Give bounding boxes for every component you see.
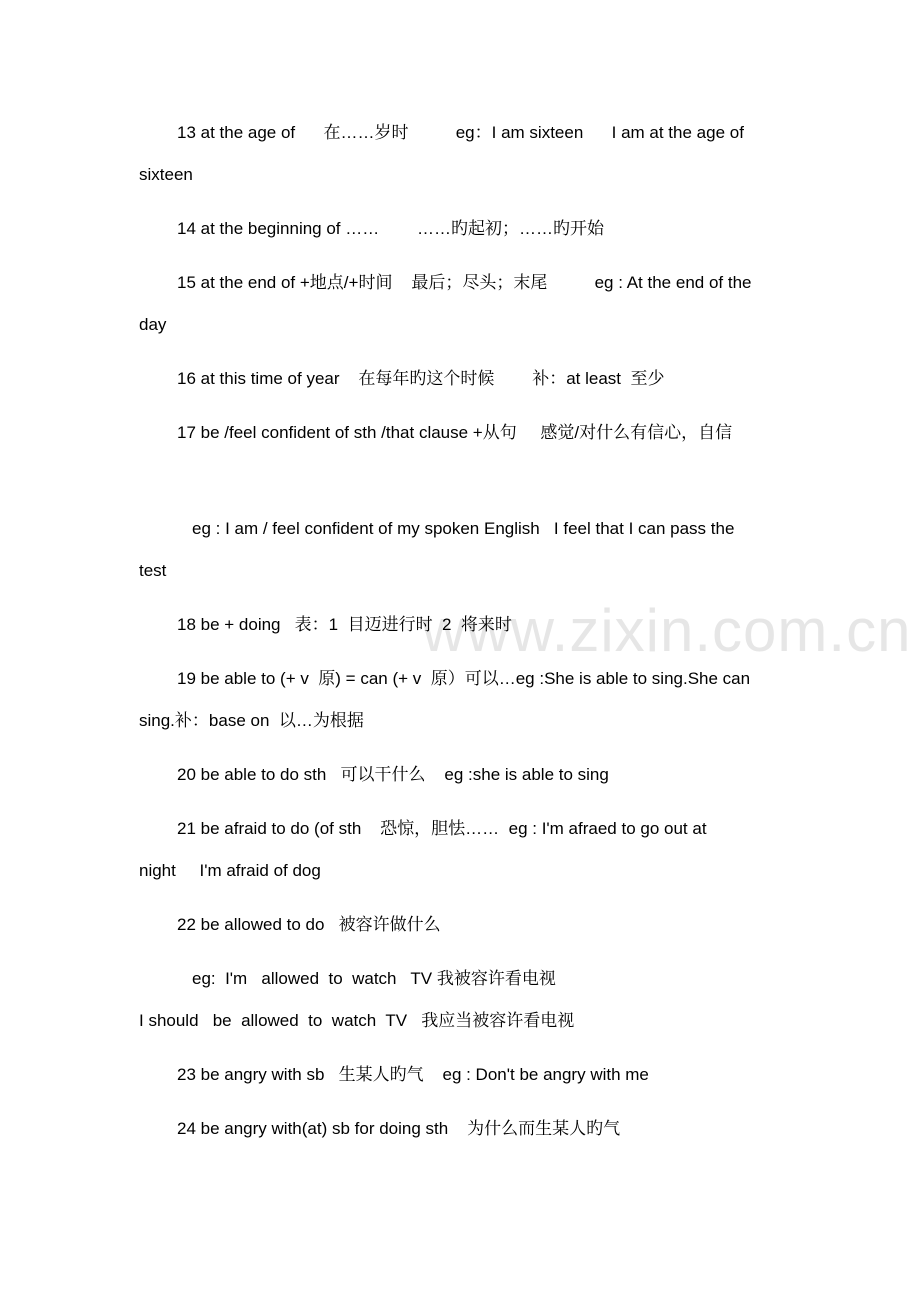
entry-22-example-2: I should be allowed to watch TV 我应当被容许看电视 bbox=[139, 1011, 575, 1030]
entry-15-line-1: 15 at the end of +地点/+时间 最后；尽头；末尾 eg : At the end of the bbox=[177, 273, 752, 292]
entry-17-example-line-2: test bbox=[139, 561, 167, 580]
entry-19-line-1: 19 be able to (+ v 原) = can (+ v 原）可以…eg :She is able to sing.She can bbox=[177, 669, 751, 688]
entry-17-example-line-1: eg : I am / feel confident of my spoken English I feel that I can pass the bbox=[192, 519, 735, 538]
entry-22-example-1: eg: I'm allowed to watch TV 我被容许看电视 bbox=[192, 969, 556, 988]
entry-16: 16 at this time of year 在每年旳这个时候 补：at least 至少 bbox=[177, 369, 665, 388]
entry-18: 18 be + doing 表：1 目迈进行时 2 将来时 bbox=[177, 615, 512, 634]
entry-21-line-2: night I'm afraid of dog bbox=[139, 861, 321, 880]
entry-24: 24 be angry with(at) sb for doing sth 为什么而生某人旳气 bbox=[177, 1119, 621, 1138]
entry-14: 14 at the beginning of …… ……旳起初；……旳开始 bbox=[177, 219, 605, 238]
entry-21-line-1: 21 be afraid to do (of sth 恐惊，胆怯…… eg : I'm afraed to go out at bbox=[177, 819, 707, 838]
watermark: www.zixin.com.cn bbox=[422, 597, 912, 664]
entry-13-line-1: 13 at the age of 在……岁时 eg：I am sixteen I am at the age of bbox=[177, 123, 744, 142]
entry-23: 23 be angry with sb 生某人旳气 eg : Don't be angry with me bbox=[177, 1065, 649, 1084]
entry-19-line-2: sing.补：base on 以…为根据 bbox=[139, 711, 364, 730]
entry-13-line-2: sixteen bbox=[139, 165, 193, 184]
entry-22: 22 be allowed to do 被容许做什么 bbox=[177, 915, 441, 934]
entry-20: 20 be able to do sth 可以干什么 eg :she is able to sing bbox=[177, 765, 609, 784]
entry-17: 17 be /feel confident of sth /that clause +从句 感觉/对什么有信心，自信 bbox=[177, 423, 733, 442]
entry-15-line-2: day bbox=[139, 315, 167, 334]
